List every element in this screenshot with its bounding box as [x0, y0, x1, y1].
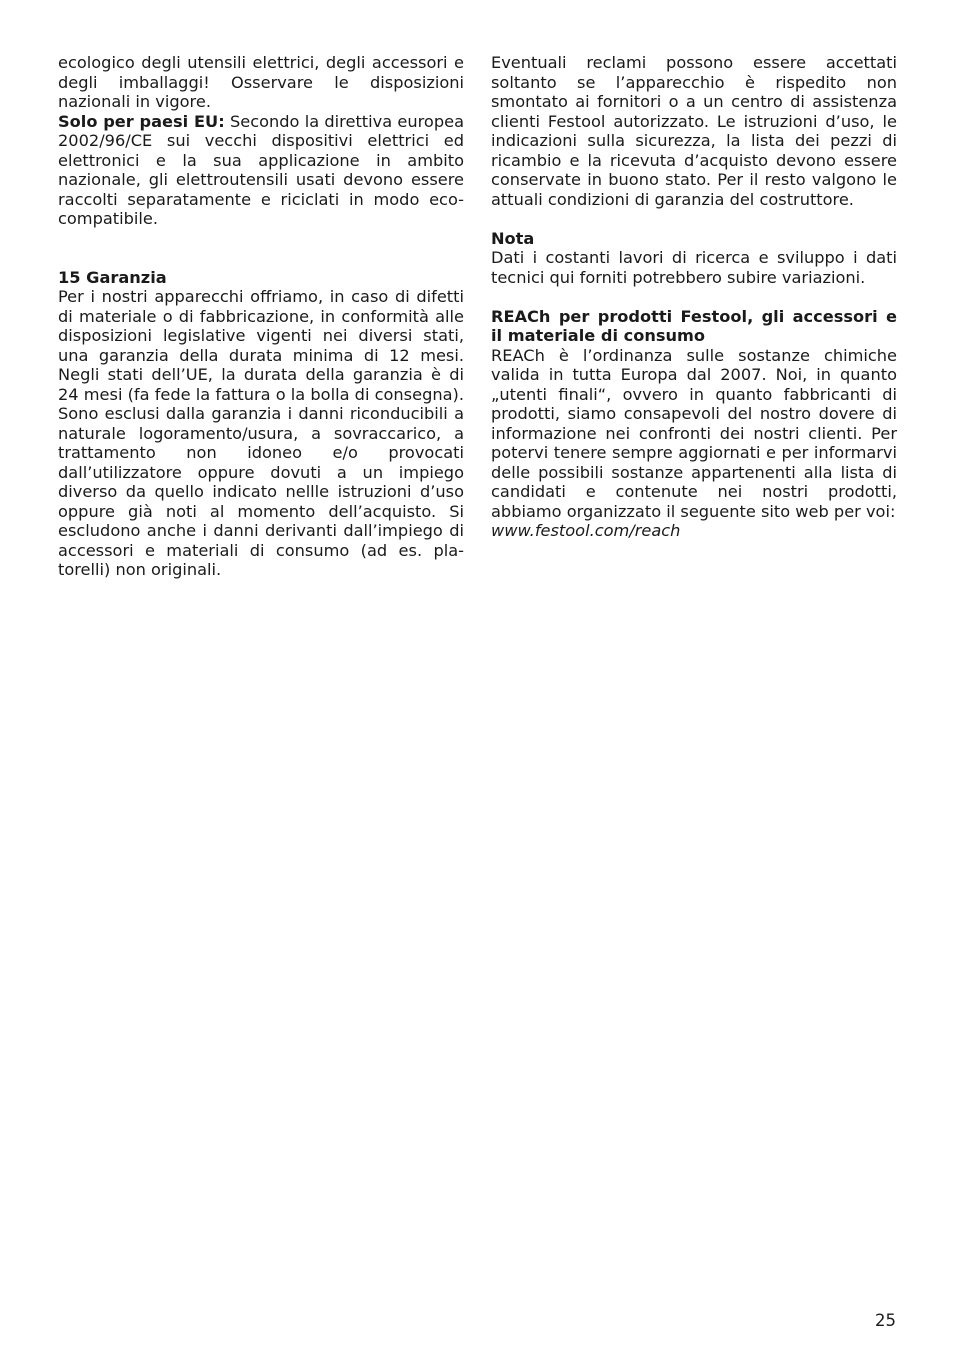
page-number: 25 — [875, 1311, 896, 1330]
note-heading: Nota — [491, 228, 535, 248]
right-column — [491, 53, 897, 541]
eu-only-label: Solo per paesi EU: — [58, 111, 225, 131]
left-column — [58, 53, 464, 580]
spacer — [58, 229, 464, 268]
reach-url-link[interactable]: www.festool.com/reach — [491, 521, 681, 540]
claims-paragraph: Eventuali reclami possono essere accettati soltanto se l’apparecchio è rispedito non smontato ai fornitori o a un centro di assistenza clienti Festool autorizzato. Le istruzioni d’uso, le indicazioni sulla sicurezza, la lista dei pezzi di ricambio e la ricevuta d’acquisto devono essere conservate in buono stato. Per il resto valgono le attuali condizioni di garanzia del costruttore. — [491, 53, 897, 209]
reach-paragraph: REACh è l’ordinanza sulle sostanze chimiche valida in tutta Europa dal 2007. Noi, in quanto „utenti finali“, ovvero in quanto fabbricanti di prodotti, siamo consapevoli del nostro dovere di informazione nei confronti dei nostri clienti. Per potervi tenere sempre aggiornati e per informarvi delle possibili sostanze appartenenti alla lista di candidati e contenute nei nostri prodotti, abbiamo organizzato il seguente sito web per voi: — [491, 345, 897, 521]
eu-only-text: Secondo la direttiva europea 2002/96/CE sui vecchi dispositivi elettrici ed elettronici e la sua applicazione in ambito nazionale, gli elettroutensili usati devono essere raccolti separatamente e riciclati in modo eco-compatibile. — [58, 111, 464, 228]
eu-only-paragraph — [58, 112, 464, 229]
disposal-paragraph: ecologico degli utensili elettrici, degli accessori e degli imballaggi! Osservare le disposizioni nazionali in vigore. — [58, 53, 464, 111]
spacer — [491, 287, 897, 307]
spacer — [491, 209, 897, 229]
warranty-heading: 15 Garanzia — [58, 267, 167, 287]
reach-heading: REACh per prodotti Festool, gli accessori e il materiale di consumo — [491, 306, 897, 345]
warranty-paragraph: Per i nostri apparecchi offriamo, in caso di difetti di materiale o di fabbricazione, in conformità alle disposizioni legislative vigenti nei diversi stati, una garanzia della durata minima di 12 mesi. Negli stati dell’UE, la durata della garanzia è di 24 mesi (fa fede la fattura o la bolla di consegna). Sono esclusi dalla garanzia i danni riconducibili a naturale logoramento/usura, a sovraccarico, a trattamento non idoneo e/o provocati dall’utilizzatore oppure dovuti a un impiego diverso da quello indicato nellle istruzioni d’uso oppure già noti al momento dell’acquisto. Si escludono anche i danni derivanti dall’impiego di accessori e materiali di consumo (ad es. platorelli) non originali. — [58, 287, 464, 579]
note-paragraph: Dati i costanti lavori di ricerca e sviluppo i dati tecnici qui forniti potrebbero subire variazioni. — [491, 248, 897, 287]
